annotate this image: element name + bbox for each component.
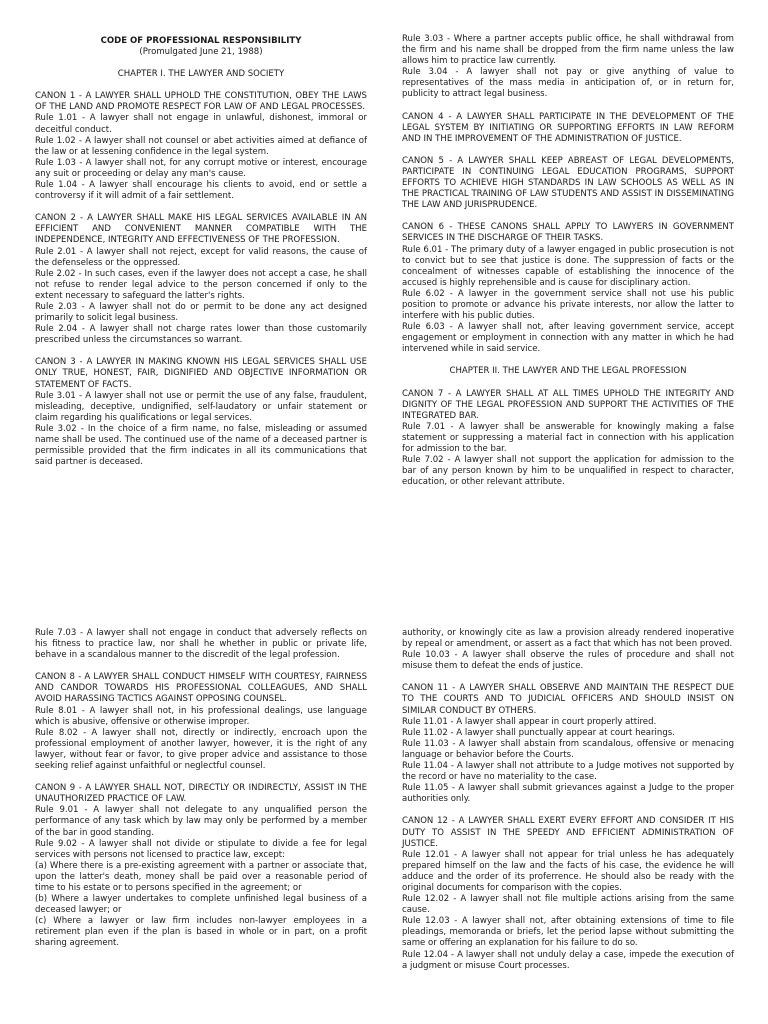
rule-paragraph: Rule 2.03 - A lawyer shall not do or permit to be done any act designed primarily to solicit legal business. xyxy=(35,301,367,324)
page2-right-column xyxy=(402,628,734,972)
paragraph-list xyxy=(35,91,367,468)
canon-heading: CANON 3 - A LAWYER IN MAKING KNOWN HIS LEGAL SERVICES SHALL USE ONLY TRUE, HONEST, FAIR, DIGNIFIED AND OBJECTIVE INFORMATION OR STATEMENT OF FACTS. xyxy=(35,357,367,390)
rule-paragraph: Rule 11.01 - A lawyer shall appear in court properly attired. xyxy=(402,716,657,727)
rule-paragraph: Rule 8.01 - A lawyer shall not, in his professional dealings, use language which is abusive, offensive or otherwise improper. xyxy=(35,705,367,727)
rule-paragraph: Rule 2.01 - A lawyer shall not reject, except for valid reasons, the cause of the defenseless or the oppressed. xyxy=(35,246,367,268)
rule-paragraph: Rule 2.02 - In such cases, even if the lawyer does not accept a case, he shall not refuse to render legal advice to the person concerned if only to the extent necessary to safeguard the latter's rights. xyxy=(35,268,367,301)
rule-paragraph: Rule 1.04 - A lawyer shall encourage his clients to avoid, end or settle a controversy if it will admit of a fair settlement. xyxy=(35,180,367,202)
rule-paragraph: Rule 11.02 - A lawyer shall punctually appear at court hearings. xyxy=(402,727,675,738)
canon-heading: CANON 7 - A LAWYER SHALL AT ALL TIMES UPHOLD THE INTEGRITY AND DIGNITY OF THE LEGAL PROFESSION AND SUPPORT THE ACTIVITIES OF THE INTEGRATED BAR. xyxy=(402,388,734,421)
rule-paragraph: authority, or knowingly cite as law a provision already rendered inoperative by repeal or amendment, or assert as a fact that which has not been proved. xyxy=(402,628,734,650)
rule-paragraph: Rule 3.02 - In the choice of a firm name, no false, misleading or assumed name shall be used. The continued use of the name of a deceased partner is permissible provided that the firm indicates in all its communications that said partner is deceased. xyxy=(35,423,367,468)
rule-paragraph: Rule 8.02 - A lawyer shall not, directly or indirectly, encroach upon the professional employment of another lawyer, however, it is the right of any lawyer, without fear or favor, to give proper advice and assistance to those seeking relief against unfaithful or neglectful counsel. xyxy=(35,727,367,772)
rule-paragraph: Rule 2.04 - A lawyer shall not charge rates lower than those customarily prescribed unless the circumstances so warrant. xyxy=(35,324,367,346)
chapter-heading: CHAPTER I. THE LAWYER AND SOCIETY xyxy=(117,69,285,80)
promulgation-date: (Promulgated June 21, 1988) xyxy=(139,47,263,58)
rule-paragraph: Rule 7.01 - A lawyer shall be answerable for knowingly making a false statement or suppressing a material fact in connection with his application for admission to the bar. xyxy=(402,421,734,454)
rule-paragraph: (b) Where a lawyer undertakes to complete unfinished legal business of a deceased lawyer; or xyxy=(35,894,367,916)
rule-paragraph: Rule 1.03 - A lawyer shall not, for any corrupt motive or interest, encourage any suit or proceeding or delay any man's cause. xyxy=(35,157,367,179)
canon-heading: CANON 8 - A LAWYER SHALL CONDUCT HIMSELF WITH COURTESY, FAIRNESS AND CANDOR TOWARDS HIS PROFESSIONAL COLLEAGUES, AND SHALL AVOID HARASSING TACTICS AGAINST OPPOSING COUNSEL. xyxy=(35,672,367,705)
rule-paragraph: Rule 3.01 - A lawyer shall not use or permit the use of any false, fraudulent, misleading, deceptive, undignified, self-laudatory or unfair statement or claim regarding his qualifications or legal services. xyxy=(35,390,367,423)
rule-paragraph: Rule 3.04 - A lawyer shall not pay or give anything of value to representatives of the mass media in anticipation of, or in return for, publicity to attract legal business. xyxy=(402,67,734,100)
rule-paragraph: (c) Where a lawyer or law firm includes non-lawyer employees in a retirement plan even if the plan is based in whole or in part, on a profit sharing agreement. xyxy=(35,916,367,949)
canon-heading: CANON 12 - A LAWYER SHALL EXERT EVERY EFFORT AND CONSIDER IT HIS DUTY TO ASSIST IN THE SPEEDY AND EFFICIENT ADMINISTRATION OF JUSTICE. xyxy=(402,816,734,849)
rule-paragraph: Rule 6.03 - A lawyer shall not, after leaving government service, accept engagement or employment in connection with any matter in which he had intervened while in said service. xyxy=(402,322,734,355)
canon-heading: CANON 11 - A LAWYER SHALL OBSERVE AND MAINTAIN THE RESPECT DUE TO THE COURTS AND TO JUDICIAL OFFICERS AND SHOULD INSIST ON SIMILAR CONDUCT BY OTHERS. xyxy=(402,683,734,716)
paragraph-list xyxy=(402,628,734,972)
rule-paragraph: Rule 11.04 - A lawyer shall not attribute to a Judge motives not supported by the record or have no materiality to the case. xyxy=(402,761,734,783)
document-title: CODE OF PROFESSIONAL RESPONSIBILITY xyxy=(100,36,302,46)
rule-paragraph: Rule 9.02 - A lawyer shall not divide or stipulate to divide a fee for legal services with persons not licensed to practice law, except: xyxy=(35,838,367,860)
canon-heading: CANON 5 - A LAWYER SHALL KEEP ABREAST OF LEGAL DEVELOPMENTS, PARTICIPATE IN CONTINUING LEGAL EDUCATION PROGRAMS, SUPPORT EFFORTS TO ACHIEVE HIGH STANDARDS IN LAW SCHOOLS AS WELL AS IN THE PRACTICAL TRAINING OF LAW STUDENTS AND ASSIST IN DISSEMINATING THE LAW AND JURISPRUDENCE. xyxy=(402,155,734,211)
rule-paragraph: (a) Where there is a pre-existing agreement with a partner or associate that, upon the latter's death, money shall be paid over a reasonable period of time to his estate or to persons specified in the agreement; or xyxy=(35,860,367,893)
rule-paragraph: Rule 12.04 - A lawyer shall not unduly delay a case, impede the execution of a judgment or misuse Court processes. xyxy=(402,949,734,971)
rule-paragraph: Rule 10.03 - A lawyer shall observe the rules of procedure and shall not misuse them to defeat the ends of justice. xyxy=(402,650,734,672)
rule-paragraph: Rule 1.02 - A lawyer shall not counsel or abet activities aimed at defiance of the law or at lessening confidence in the legal system. xyxy=(35,135,367,157)
rule-paragraph: Rule 6.02 - A lawyer in the government service shall not use his public position to promote or advance his private interests, nor allow the latter to interfere with his public duties. xyxy=(402,288,734,322)
rule-paragraph: Rule 11.03 - A lawyer shall abstain from scandalous, offensive or menacing language or behavior before the Courts. xyxy=(402,738,734,760)
canon-heading: CANON 4 - A LAWYER SHALL PARTICIPATE IN THE DEVELOPMENT OF THE LEGAL SYSTEM BY INITIATING OR SUPPORTING EFFORTS IN LAW REFORM AND IN THE IMPROVEMENT OF THE ADMINISTRATION OF JUSTICE. xyxy=(402,111,734,144)
rule-paragraph: Rule 12.03 - A lawyer shall not, after obtaining extensions of time to file pleadings, memoranda or briefs, let the period lapse without submitting the same or offering an explanation for his failure to do so. xyxy=(402,916,734,949)
paragraph-list xyxy=(35,628,367,950)
canon-heading: CANON 1 - A LAWYER SHALL UPHOLD THE CONSTITUTION, OBEY THE LAWS OF THE LAND AND PROMOTE RESPECT FOR LAW OF AND LEGAL PROCESSES. xyxy=(35,91,367,113)
page1-left-column xyxy=(35,36,367,468)
canon-heading: CANON 6 - THESE CANONS SHALL APPLY TO LAWYERS IN GOVERNMENT SERVICES IN THE DISCHARGE OF THEIR TASKS. xyxy=(402,222,734,244)
chapter-heading: CHAPTER II. THE LAWYER AND THE LEGAL PROFESSION xyxy=(449,366,687,377)
rule-paragraph: Rule 1.01 - A lawyer shall not engage in unlawful, dishonest, immoral or deceitful conduct. xyxy=(35,113,367,135)
canon-heading: CANON 9 - A LAWYER SHALL NOT, DIRECTLY OR INDIRECTLY, ASSIST IN THE UNAUTHORIZED PRACTICE OF LAW. xyxy=(35,783,367,805)
canon-heading: CANON 2 - A LAWYER SHALL MAKE HIS LEGAL SERVICES AVAILABLE IN AN EFFICIENT AND CONVENIENT MANNER COMPATIBLE WITH THE INDEPENDENCE, INTEGRITY AND EFFECTIVENESS OF THE PROFESSION. xyxy=(35,213,367,246)
page1-right-column xyxy=(402,34,734,488)
rule-paragraph: Rule 12.02 - A lawyer shall not file multiple actions arising from the same cause. xyxy=(402,894,734,916)
rule-paragraph: Rule 9.01 - A lawyer shall not delegate to any unqualified person the performance of any task which by law may only be performed by a member of the bar in good standing. xyxy=(35,805,367,838)
rule-paragraph: Rule 12.01 - A lawyer shall not appear for trial unless he has adequately prepared himself on the law and the facts of his case, the evidence he will adduce and the order of its proferrence. He should also be ready with the original documents for comparison with the copies. xyxy=(402,849,734,893)
rule-paragraph: Rule 7.02 - A lawyer shall not support the application for admission to the bar of any person known by him to be unqualified in respect to character, education, or other relevant attribute. xyxy=(402,455,734,488)
page2-left-column xyxy=(35,628,367,950)
rule-paragraph: Rule 3.03 - Where a partner accepts public office, he shall withdrawal from the firm and his name shall be dropped from the firm name unless the law allows him to practice law currently. xyxy=(402,34,734,67)
paragraph-list xyxy=(402,34,734,488)
rule-paragraph: Rule 7.03 - A lawyer shall not engage in conduct that adversely reflects on his fitness to practice law, nor shall he whether in public or private life, behave in a scandalous manner to the discredit of the legal profession. xyxy=(35,628,367,661)
rule-paragraph: Rule 6.01 - The primary duty of a lawyer engaged in public prosecution is not to convict but to see that justice is done. The suppression of facts or the concealment of witnesses capable of establishing the innocence of the accused is highly reprehensible and is cause for disciplinary action. xyxy=(402,244,734,288)
rule-paragraph: Rule 11.05 - A lawyer shall submit grievances against a Judge to the proper authorities only. xyxy=(402,783,734,805)
